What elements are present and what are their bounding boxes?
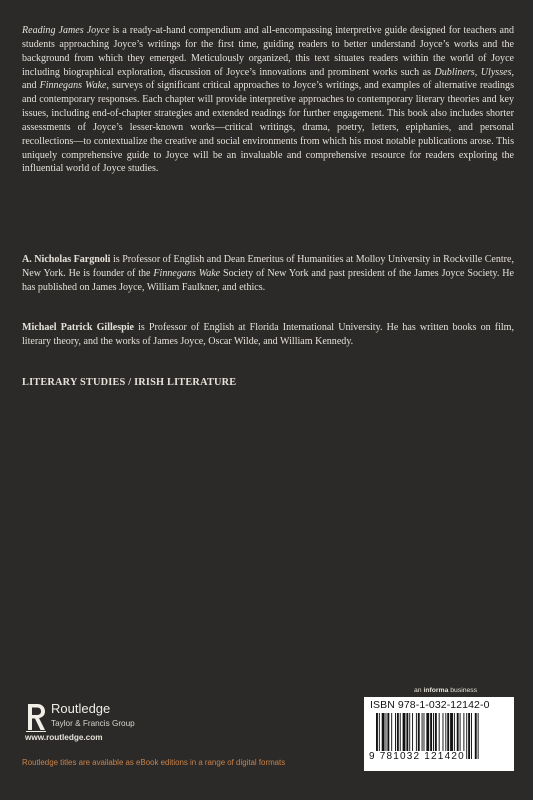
- bio-text: is Professor of English at Florida International University. He has written books on film, literary theory, and the works of James Joyce, Oscar Wilde, and William Kennedy.: [22, 322, 514, 347]
- work-title-finnegans-wake: Finnegans Wake: [39, 80, 107, 92]
- book-description: [22, 24, 514, 176]
- work-title-dubliners: Dubliners: [434, 66, 475, 78]
- informa-suffix: business: [448, 687, 478, 694]
- bio-italic-title: Finnegans Wake: [153, 267, 221, 279]
- author-bio-gillespie: [22, 321, 514, 349]
- isbn-label: ISBN 978-1-032-12142-0: [370, 699, 490, 711]
- separator: ,: [474, 66, 481, 78]
- publisher-group: Taylor & Francis Group: [51, 719, 135, 728]
- informa-business-tag: [414, 687, 477, 694]
- description-text-1: is a ready-at-hand compendium and all-encompassing interpretive guide designed for teachers and students approaching Joyce’s writings for the first time, guiding readers to better understand Joyce’s works and the background from which they emerged. Meticulously organized, this text situates readers within the world of Joyce including biographical exploration, discussion of Joyce’s innovations and prominent works such as: [22, 25, 514, 78]
- informa-prefix: an: [414, 687, 424, 694]
- author-bio-fargnoli: [22, 253, 514, 295]
- bio-text: Society of New York and past president of the James Joyce Society. He has published on James Joyce, William Faulkner, and ethics.: [22, 267, 514, 293]
- work-title-ulysses: Ulysses: [480, 66, 512, 78]
- ebook-note: Routledge titles are available as eBook editions in a range of digital formats: [22, 758, 286, 767]
- book-title-italic: Reading James Joyce: [22, 25, 110, 36]
- routledge-r-logo-icon: [25, 702, 47, 732]
- publisher-url[interactable]: www.routledge.com: [25, 733, 103, 742]
- barcode-digits-text: 9 781032 121420: [369, 751, 465, 762]
- subject-category: LITERARY STUDIES / IRISH LITERATURE: [22, 377, 237, 388]
- separator: , and: [22, 66, 514, 92]
- publisher-name: Routledge: [51, 701, 111, 716]
- author-name: A. Nicholas Fargnoli: [22, 254, 111, 265]
- description-text-2: , surveys of significant critical approaches to Joyce’s writings, and examples of alternative readings and contemporary responses. Each chapter will provide interpretive approaches to contemporary literary theories and key issues, including end-of-chapter strategies and extended readings for further engagement. This book also includes shorter assessments of Joyce’s lesser-known works—critical writings, drama, poetry, letters, epiphanies, and personal recollections—to contextualize the creative and social environments from which his most notable publications arose. This uniquely comprehensive guide to Joyce will be an invaluable and comprehensive resource for readers exploring the influential world of Joyce studies.: [22, 80, 514, 175]
- author-name: Michael Patrick Gillespie: [22, 322, 135, 333]
- informa-word: informa: [423, 687, 449, 694]
- bio-text: is Professor of English and Dean Emeritus of Humanities at Molloy University in Rockville Centre, New York. He is founder of the: [22, 254, 514, 279]
- isbn-barcode: [364, 697, 514, 771]
- barcode-digits: [368, 751, 510, 762]
